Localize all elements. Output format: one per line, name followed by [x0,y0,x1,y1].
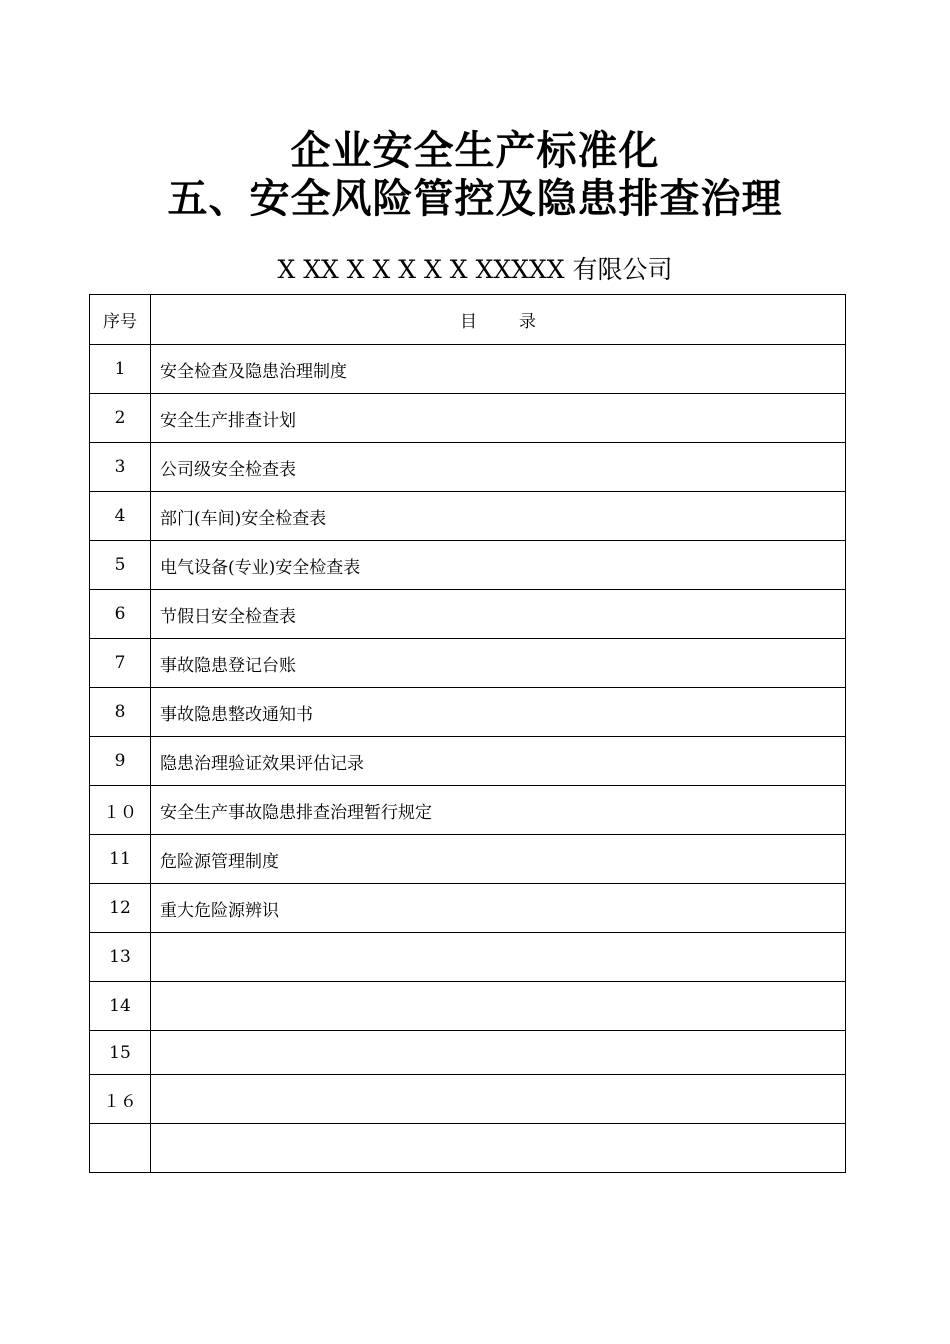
table-row [90,835,846,884]
company-name: X XX X X X X X XXXXX 有限公司 [277,255,673,284]
table-header-row [90,295,846,345]
table-row [90,1031,846,1075]
table-row [90,639,846,688]
contents-table [89,294,846,1173]
row-item [151,933,846,982]
table-row [90,933,846,982]
row-number: 11 [90,835,151,884]
row-item [151,1124,846,1173]
row-item: 隐患治理验证效果评估记录 [151,737,846,786]
table-row [90,590,846,639]
row-number: 15 [90,1031,151,1075]
row-number: 4 [90,492,151,541]
row-item: 事故隐患登记台账 [151,639,846,688]
row-item: 事故隐患整改通知书 [151,688,846,737]
row-number: 3 [90,443,151,492]
row-item: 安全生产事故隐患排查治理暂行规定 [151,786,846,835]
row-item: 公司级安全检查表 [151,443,846,492]
row-item [151,1075,846,1124]
row-number: 14 [90,982,151,1031]
header-serial-number: 序号 [90,295,151,345]
row-number: 12 [90,884,151,933]
row-item: 电气设备(专业)安全检查表 [151,541,846,590]
table-row [90,541,846,590]
table-row [90,982,846,1031]
row-number: 8 [90,688,151,737]
table-row [90,1075,846,1124]
table-row [90,688,846,737]
row-item [151,1031,846,1075]
table-row [90,884,846,933]
table-row [90,443,846,492]
row-item: 安全生产排查计划 [151,394,846,443]
row-number: 2 [90,394,151,443]
row-number [90,1124,151,1173]
table-row [90,345,846,394]
header-contents: 目录 [151,295,846,345]
row-item: 安全检查及隐患治理制度 [151,345,846,394]
row-item: 节假日安全检查表 [151,590,846,639]
document-subtitle: 五、安全风险管控及隐患排查治理 [167,176,783,222]
row-number: 6 [90,590,151,639]
row-number: １０ [90,786,151,835]
table-row [90,492,846,541]
table-row [90,394,846,443]
row-number: 5 [90,541,151,590]
document-title: 企业安全生产标准化 [290,128,660,174]
row-item: 部门(车间)安全检查表 [151,492,846,541]
row-number: 13 [90,933,151,982]
table-row [90,786,846,835]
row-item [151,982,846,1031]
row-number: 1 [90,345,151,394]
table-row [90,737,846,786]
row-item: 重大危险源辨识 [151,884,846,933]
row-number: １６ [90,1075,151,1124]
row-item: 危险源管理制度 [151,835,846,884]
row-number: 9 [90,737,151,786]
row-number: 7 [90,639,151,688]
table-row [90,1124,846,1173]
